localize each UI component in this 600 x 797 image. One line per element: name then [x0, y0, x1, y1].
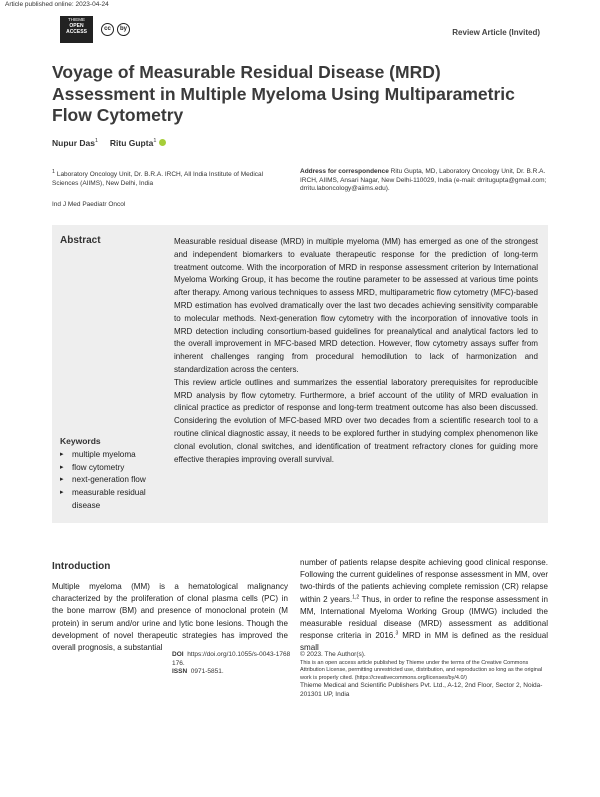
journal-name: Ind J Med Paediatr Oncol	[52, 201, 126, 208]
license-text: This is an open access article published by Thieme under the terms of the Creative Commons Attribution License, permitting unrestricted use, distribution, and reproduction so long as the original work is properly cited. (https://creativecommons.org/licenses/by/4.0/)	[300, 659, 543, 681]
affiliation-text: Laboratory Oncology Unit, Dr. B.R.A. IRCH, All India Institute of Medical Sciences (AIIMS), New Delhi, India	[52, 171, 264, 187]
attribution-icon: by	[117, 23, 130, 36]
doi-link[interactable]: https://doi.org/10.1055/s-0043-1768176.	[172, 651, 291, 667]
author-affiliation-ref: 1	[94, 138, 99, 145]
intro-text: MRD in MM is defined as the residual small	[300, 631, 548, 653]
author-name[interactable]: Nupur Das	[52, 138, 95, 148]
abstract-paragraph-1: Measurable residual disease (MRD) in multiple myeloma (MM) has emerged as one of the strongest and independent biomarkers to evaluate therapeutic response for the prediction of long-term treatment outcome. With the incorporation of MRD in response assessment criterion by International Myeloma Working Group, it has become the routine parameter to be assessed at various time points after therapy. Among various techniques to assess MRD, multiparametric flow cytometry (MFC)-based MRD estimation has evolved dramatically over the last two decades achieving sensitivity comparable to molecular methods. Next-generation flow cytometry with the incorporation of innovative tools in MRD detection including consortium-based guidelines for preanalytical and analytical factors led to the overall improvement in MFC-based MRD detection. However, flow cytometry assays suffer from inherent challenges ranging from procedural hemodilution to lack of harmonization and standardization across the centers.	[174, 237, 538, 374]
citation-ref[interactable]: 3	[395, 630, 399, 637]
issn-value: 0971-5851.	[190, 668, 224, 676]
author-list	[52, 138, 166, 148]
abstract-heading: Abstract	[60, 235, 101, 246]
logo-line-1: THIEME	[67, 17, 85, 22]
introduction-right-column	[300, 557, 548, 655]
correspondence-text: Ritu Gupta, MD, Laboratory Oncology Unit, Dr. B.R.A. IRCH, AIIMS, Ansari Nagar, New Delhi-110029, India (e-mail: drritugupta@gmail.com; drritu.laboncology@aiims.edu).	[300, 168, 547, 193]
keyword-item: ▸ multiple myeloma	[60, 449, 165, 462]
thieme-open-access-logo	[60, 16, 93, 43]
publisher-address: Thieme Medical and Scientific Publishers Pvt. Ltd., A-12, 2nd Floor, Sector 2, Noida-201301 UP, India	[300, 682, 543, 698]
doi-block	[172, 651, 292, 677]
logo-line-2: OPEN	[69, 23, 84, 29]
introduction-heading: Introduction	[52, 561, 111, 572]
keywords-heading: Keywords	[60, 436, 101, 446]
keyword-item: ▸ next-generation flow	[60, 474, 165, 487]
correspondence	[300, 168, 550, 194]
correspondence-label: Address for correspondence	[300, 168, 389, 175]
creative-commons-icon: cc	[101, 23, 114, 36]
article-type: Review Article (Invited)	[452, 28, 540, 37]
intro-text: number of patients relapse despite achieving good clinical response. Following the current guidelines of response assessment in MM, over two-thirds of the patients achieving complete remission (CR) relapse within 2 years.	[300, 558, 548, 604]
abstract-paragraph-2: This review article outlines and summarizes the essential laboratory prerequisites for reproducible MRD analysis by flow cytometry. Furthermore, a brief account of the utility of MRD evaluation in clinical practice as predictor of response and long-term treatment outcome has also been discussed. Considering the evolution of MFC-based MRD over two decades from a scientific research tool to a routine clinical diagnostic assay, it needs to be explored further in studying complex phenomenon like clonal evolution, clonal switches, and identification of treatment refractory clones for guiding more effective therapies improving overall survival.	[174, 377, 538, 464]
doi-label: DOI	[172, 651, 184, 658]
affiliation	[52, 168, 277, 188]
intro-text: Thus, in order to refine the response assessment in MM, International Myeloma Working Group (IMWG) included the measurable residual disease (MRD) assessment as additional response criteria in 2016.	[300, 594, 548, 641]
keyword-item: ▸ flow cytometry	[60, 462, 165, 475]
issn-label: ISSN	[172, 668, 188, 676]
author-name[interactable]: Ritu Gupta	[109, 138, 154, 148]
orcid-icon[interactable]	[159, 139, 166, 146]
keywords-list	[60, 449, 165, 513]
logo-line-3: ACCESS	[66, 29, 87, 35]
article-title: Voyage of Measurable Residual Disease (MRD) Assessment in Multiple Myeloma Using Multiparametric Flow Cytometry	[52, 62, 515, 125]
copyright: © 2023. The Author(s).	[300, 651, 366, 658]
keyword-item: ▸ measurable residual disease	[60, 487, 165, 512]
introduction-left-column: Multiple myeloma (MM) is a hematological malignancy characterized by the proliferation of clonal plasma cells (PC) in the bone marrow (BM) and presence of monoclonal protein (M protein) in serum and/or urine and lytic bone lesions. Though the development of novel therapeutic strategies has improved the overall prognosis, a substantial	[52, 582, 288, 653]
publication-date: Article published online: 2023-04-24	[5, 1, 109, 8]
license-block	[300, 651, 550, 699]
author-affiliation-ref: 1	[153, 138, 157, 145]
affiliation-number: 1	[52, 169, 56, 175]
abstract-body	[174, 236, 538, 466]
citation-ref[interactable]: 1,2	[352, 593, 360, 600]
